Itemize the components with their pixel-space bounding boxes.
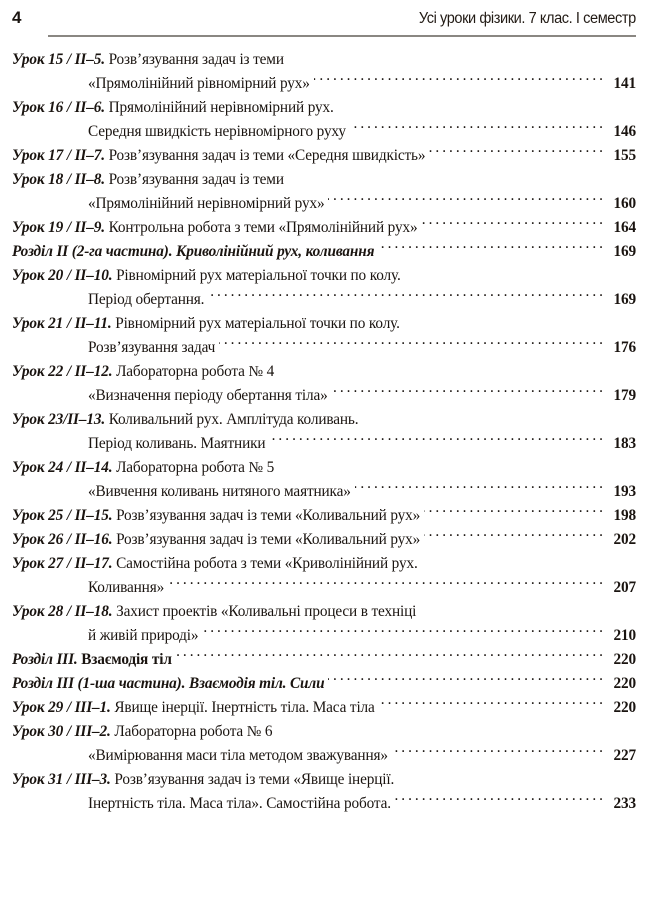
toc-entry-title: Прямолінійний нерівномірний рух.: [104, 99, 334, 116]
toc-line: [12, 672, 636, 696]
toc-line: [12, 456, 636, 480]
toc-entry-title: Розв’язування задач із теми: [104, 51, 284, 68]
toc-entry-title: Розв’язування задач: [88, 339, 216, 356]
leader-dots: [202, 625, 606, 640]
toc-page-number: 160: [613, 195, 636, 212]
leader-dots: [424, 529, 606, 544]
toc-page-number: 164: [613, 219, 636, 236]
toc-line: [12, 192, 636, 216]
toc-line: [12, 240, 636, 264]
toc-lesson-entry[interactable]: [12, 312, 636, 360]
toc-entry-title: Коливання»: [88, 579, 165, 596]
lesson-label: Урок 25 / II–15.: [12, 507, 113, 524]
toc-line: [12, 480, 636, 504]
leader-dots: [355, 481, 606, 496]
toc-line: [12, 768, 636, 792]
leader-dots: [332, 385, 606, 400]
toc-entry-title: Лабораторна робота № 5: [112, 459, 275, 476]
running-title: Усі уроки фізики. 7 клас. І семестр: [419, 10, 636, 27]
toc-page-number: 155: [613, 147, 636, 164]
table-of-contents: [0, 42, 650, 816]
toc-line: [12, 168, 636, 192]
toc-page-number: 220: [613, 651, 636, 668]
toc-entry-title: Середня швидкість нерівномірного руху: [88, 123, 346, 140]
lesson-label: Урок 17 / II–7.: [12, 147, 105, 164]
toc-entry-title: Рівномірний рух матеріальної точки по колу.: [112, 267, 401, 284]
toc-line: [12, 264, 636, 288]
lesson-label: Урок 24 / II–14.: [12, 459, 113, 476]
toc-line: [12, 360, 636, 384]
toc-line: [12, 216, 636, 240]
leader-dots: [314, 73, 606, 88]
toc-entry-title: Самостійна робота з теми «Криволінійний рух.: [112, 555, 418, 572]
toc-line: [12, 600, 636, 624]
toc-lesson-entry[interactable]: [12, 264, 636, 312]
toc-page-number: 233: [613, 795, 636, 812]
toc-lesson-entry[interactable]: [12, 600, 636, 648]
section-label: Розділ III.: [12, 651, 78, 668]
toc-line: [12, 720, 636, 744]
leader-dots: [424, 505, 606, 520]
toc-entry-title: Лабораторна робота № 4: [112, 363, 275, 380]
lesson-label: Урок 30 / III–2.: [12, 723, 111, 740]
toc-section-entry[interactable]: [12, 240, 636, 264]
toc-line: [12, 72, 636, 96]
toc-page-number: 179: [613, 387, 636, 404]
lesson-label: Урок 19 / II–9.: [12, 219, 105, 236]
lesson-label: Урок 22 / II–12.: [12, 363, 113, 380]
toc-page-number: 207: [613, 579, 636, 596]
toc-page-number: 210: [613, 627, 636, 644]
lesson-label: Урок 21 / II–11.: [12, 315, 112, 332]
toc-lesson-entry[interactable]: [12, 696, 636, 720]
toc-entry-title: Розв’язування задач із теми «Коливальний рух»: [112, 531, 421, 548]
toc-line: [12, 576, 636, 600]
toc-entry-title: Розв’язування задач із теми: [104, 171, 284, 188]
toc-entry-title: Рівномірний рух матеріальної точки по колу.: [111, 315, 400, 332]
toc-lesson-entry[interactable]: [12, 720, 636, 768]
toc-section-entry[interactable]: [12, 648, 636, 672]
toc-lesson-entry[interactable]: [12, 216, 636, 240]
toc-lesson-entry[interactable]: [12, 408, 636, 456]
lesson-label: Урок 15 / II–5.: [12, 51, 105, 68]
toc-page-number: 193: [613, 483, 636, 500]
toc-line: [12, 504, 636, 528]
leader-dots: [429, 145, 606, 160]
lesson-label: Урок 31 / III–3.: [12, 771, 111, 788]
toc-line: [12, 312, 636, 336]
toc-line: [12, 384, 636, 408]
lesson-label: Урок 28 / II–18.: [12, 603, 113, 620]
toc-entry-title: й живій природі»: [88, 627, 199, 644]
toc-entry-title: «Прямолінійний рівномірний рух»: [88, 75, 310, 92]
toc-page-number: 220: [613, 699, 636, 716]
toc-page-number: 202: [613, 531, 636, 548]
toc-page-number: 146: [613, 123, 636, 140]
leader-dots: [176, 649, 606, 664]
toc-line: [12, 744, 636, 768]
lesson-label: Урок 18 / II–8.: [12, 171, 105, 188]
toc-entry-title: Розв’язування задач із теми «Явище інерції.: [110, 771, 395, 788]
leader-dots: [395, 793, 606, 808]
leader-dots: [328, 193, 606, 208]
leader-dots: [421, 217, 606, 232]
page-number: 4: [12, 8, 22, 27]
toc-entry-title: Інертність тіла. Маса тіла». Самостійна робота.: [88, 795, 391, 812]
lesson-label: Урок 16 / II–6.: [12, 99, 105, 116]
leader-dots: [392, 745, 606, 760]
toc-section-entry[interactable]: [12, 672, 636, 696]
toc-page-number: 169: [613, 291, 636, 308]
toc-line: [12, 648, 636, 672]
leader-dots: [269, 433, 606, 448]
toc-line: [12, 528, 636, 552]
toc-entry-title: Контрольна робота з теми «Прямолінійний рух»: [104, 219, 418, 236]
lesson-label: Урок 20 / II–10.: [12, 267, 113, 284]
toc-lesson-entry[interactable]: [12, 168, 636, 216]
toc-entry-title: Розв’язування задач із теми «Середня швидкість»: [104, 147, 426, 164]
toc-entry-title: Розв’язування задач із теми «Коливальний рух»: [112, 507, 421, 524]
leader-dots: [168, 577, 606, 592]
toc-line: [12, 696, 636, 720]
toc-line: [12, 552, 636, 576]
toc-lesson-entry[interactable]: [12, 528, 636, 552]
toc-page-number: 198: [613, 507, 636, 524]
toc-line: [12, 336, 636, 360]
toc-entry-title: Явище інерції. Інертність тіла. Маса тіла: [110, 699, 375, 716]
leader-dots: [350, 121, 606, 136]
toc-entry-title: Захист проектів «Коливальні процеси в техніці: [112, 603, 417, 620]
leader-dots: [208, 289, 606, 304]
toc-page-number: 220: [613, 675, 636, 692]
toc-line: [12, 432, 636, 456]
toc-page-number: 141: [613, 75, 636, 92]
toc-lesson-entry[interactable]: [12, 504, 636, 528]
toc-lesson-entry[interactable]: [12, 360, 636, 408]
leader-dots: [378, 241, 606, 256]
toc-line: [12, 48, 636, 72]
header-rule-divider: [48, 35, 636, 37]
toc-entry-title: «Вивчення коливань нитяного маятника»: [88, 483, 351, 500]
leader-dots: [328, 673, 606, 688]
lesson-label: Урок 27 / II–17.: [12, 555, 113, 572]
toc-line: [12, 624, 636, 648]
leader-dots: [379, 697, 606, 712]
page-header: [0, 0, 650, 42]
toc-line: [12, 120, 636, 144]
toc-page-number: 227: [613, 747, 636, 764]
toc-lesson-entry[interactable]: [12, 456, 636, 504]
toc-line: [12, 408, 636, 432]
section-label: Розділ II (2-га частина). Криволінійний рух, коливання: [12, 243, 375, 260]
toc-lesson-entry[interactable]: [12, 48, 636, 96]
lesson-label: Урок 23/II–13.: [12, 411, 106, 428]
leader-dots: [219, 337, 606, 352]
toc-entry-title: «Вимірювання маси тіла методом зважування»: [88, 747, 388, 764]
lesson-label: Урок 29 / III–1.: [12, 699, 111, 716]
toc-entry-title: Лабораторна робота № 6: [110, 723, 273, 740]
toc-line: [12, 792, 636, 816]
toc-page-number: 183: [613, 435, 636, 452]
toc-entry-title: «Визначення періоду обертання тіла»: [88, 387, 328, 404]
toc-entry-title: Період обертання.: [88, 291, 205, 308]
toc-lesson-entry[interactable]: [12, 768, 636, 816]
lesson-label: Урок 26 / II–16.: [12, 531, 113, 548]
toc-entry-title: «Прямолінійний нерівномірний рух»: [88, 195, 325, 212]
toc-page-number: 176: [613, 339, 636, 356]
toc-lesson-entry[interactable]: [12, 552, 636, 600]
toc-line: [12, 96, 636, 120]
toc-line: [12, 288, 636, 312]
toc-line: [12, 144, 636, 168]
section-title: Взаємодія тіл: [77, 651, 172, 668]
section-label: Розділ III (1-ша частина). Взаємодія тіл. Сили: [12, 675, 325, 692]
toc-page-number: 169: [613, 243, 636, 260]
toc-lesson-entry[interactable]: [12, 96, 636, 144]
toc-entry-title: Період коливань. Маятники: [88, 435, 266, 452]
toc-entry-title: Коливальний рух. Амплітуда коливань.: [105, 411, 359, 428]
toc-lesson-entry[interactable]: [12, 144, 636, 168]
